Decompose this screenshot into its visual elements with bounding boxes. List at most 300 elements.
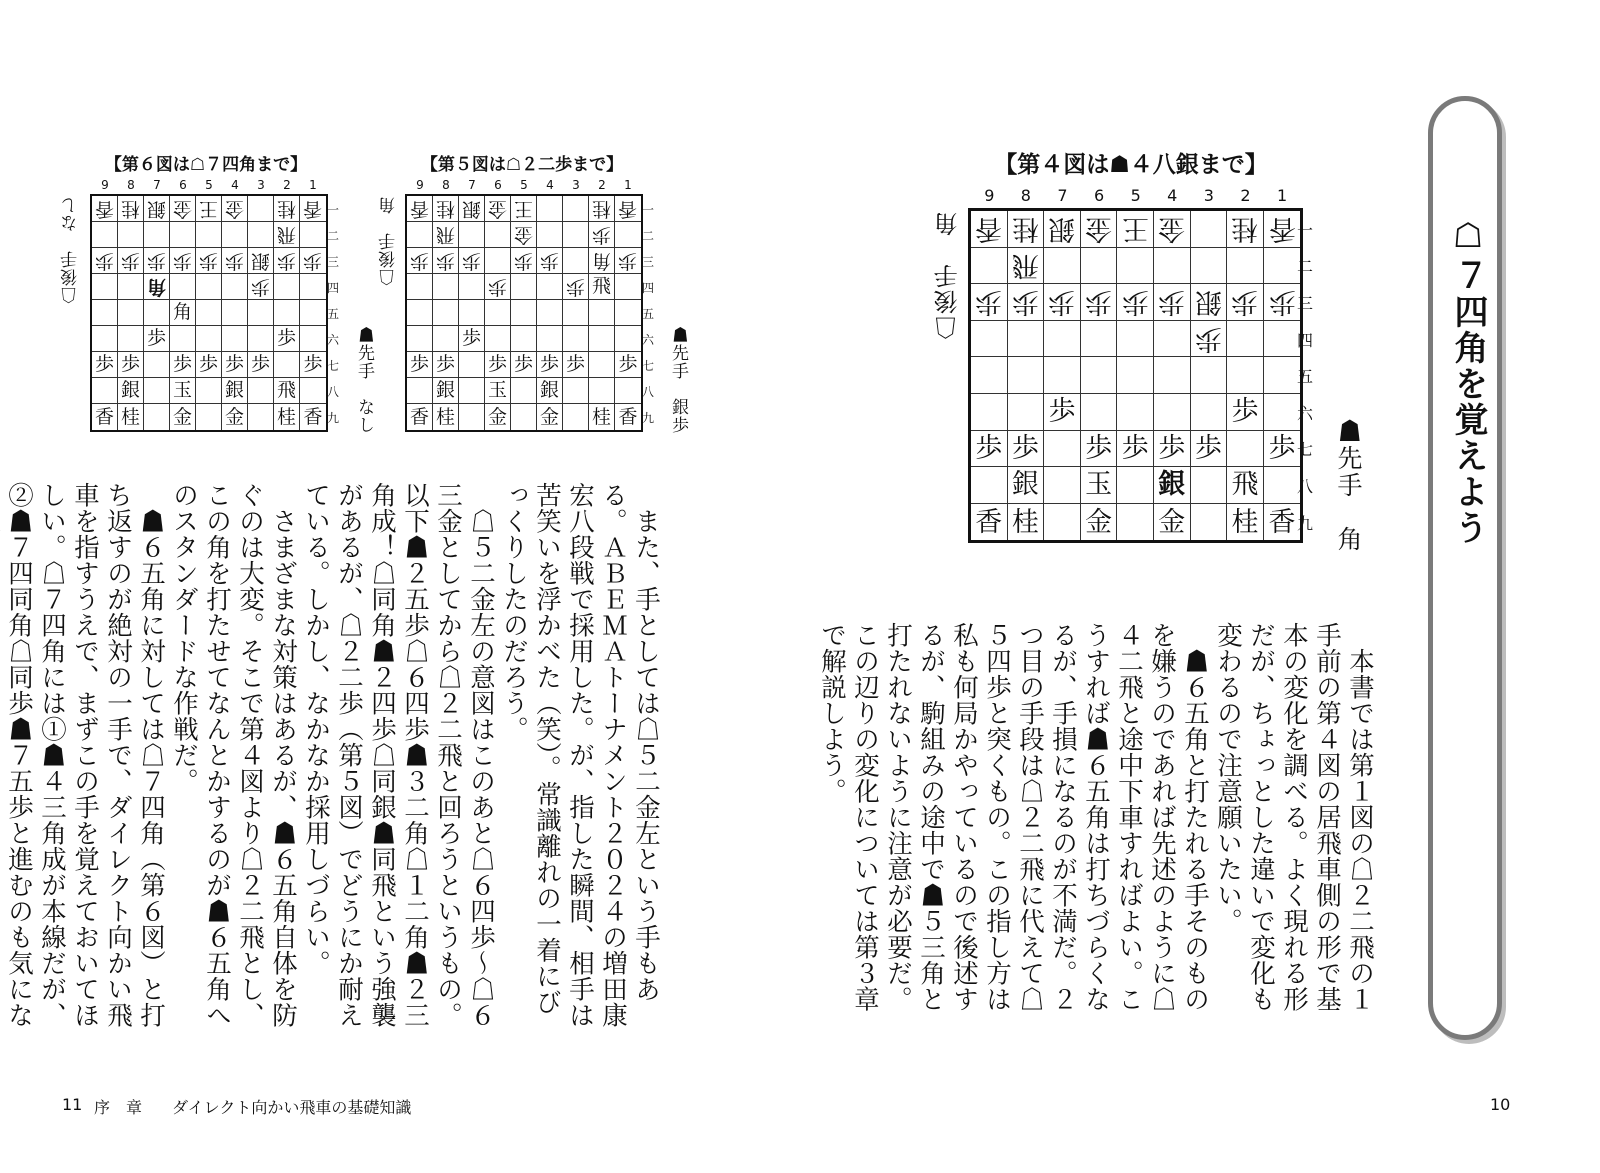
board-cell — [248, 378, 274, 404]
gote-piece: 歩 — [120, 250, 140, 272]
left-page-body — [4, 482, 662, 1032]
row-label: 六 — [1297, 403, 1314, 423]
board-cell — [300, 352, 326, 378]
gote-piece: 歩 — [1194, 323, 1222, 355]
row-label: 八 — [642, 384, 655, 399]
board-cell — [274, 196, 300, 222]
figure-4-sente-hand: ☗先手 角 — [1334, 418, 1363, 553]
board-cell — [222, 326, 248, 352]
row-label: 九 — [327, 410, 340, 425]
board-cell — [615, 196, 641, 222]
gote-piece: 香 — [94, 198, 114, 220]
board-cell — [196, 300, 222, 326]
board-cell — [459, 404, 485, 430]
board-cell — [1044, 248, 1081, 285]
column-label: 4 — [231, 178, 239, 192]
sente-piece: 玉 — [487, 379, 507, 401]
board-cell — [511, 274, 537, 300]
board-cell — [1264, 357, 1301, 394]
sente-piece: 歩 — [409, 353, 429, 375]
board-cell — [433, 404, 459, 430]
gote-piece: 歩 — [975, 286, 1003, 318]
board-cell — [1191, 211, 1228, 248]
board-cell — [1117, 504, 1154, 541]
gote-piece: 金 — [487, 198, 507, 220]
row-label: 三 — [642, 254, 655, 269]
board-cell — [118, 274, 144, 300]
board-cell — [248, 300, 274, 326]
board-cell — [118, 196, 144, 222]
board-cell — [118, 248, 144, 274]
board-cell — [1191, 504, 1228, 541]
sente-piece: 歩 — [513, 353, 533, 375]
board-cell — [1227, 357, 1264, 394]
sente-piece: 歩 — [1121, 432, 1149, 464]
board-cell — [170, 300, 196, 326]
sente-piece: 歩 — [461, 327, 481, 349]
sente-piece: 歩 — [539, 353, 559, 375]
row-label: 四 — [1297, 330, 1314, 350]
board-cell — [433, 326, 459, 352]
board-cell — [170, 274, 196, 300]
board-cell — [433, 248, 459, 274]
sente-piece: 歩 — [172, 353, 192, 375]
board-cell — [92, 326, 118, 352]
gote-piece: 歩 — [1048, 286, 1076, 318]
board-cell — [222, 378, 248, 404]
board-cell — [1191, 248, 1228, 285]
chapter-name: ダイレクト向かい飛車の基礎知識 — [172, 1098, 412, 1117]
column-label: 3 — [257, 178, 265, 192]
sente-piece: 香 — [94, 405, 114, 428]
board-cell — [971, 284, 1008, 321]
board-cell — [615, 378, 641, 404]
board-cell — [1081, 394, 1118, 431]
board-cell — [971, 431, 1008, 468]
row-label: 四 — [642, 280, 655, 295]
board-cell — [144, 274, 170, 300]
sente-piece: 香 — [1268, 506, 1296, 538]
board-cell — [1191, 321, 1228, 358]
board-cell — [170, 326, 196, 352]
board-cell — [144, 300, 170, 326]
board-cell — [1154, 467, 1191, 504]
figure-4-gote-hand: ☖後手 角 — [934, 210, 962, 340]
gote-piece: 香 — [1268, 213, 1296, 245]
board-cell — [170, 352, 196, 378]
column-label: 4 — [1167, 186, 1178, 205]
gote-piece: 歩 — [198, 250, 218, 272]
board-cell — [144, 378, 170, 404]
sente-piece: 歩 — [1268, 432, 1296, 464]
board-cell — [1154, 431, 1191, 468]
board-cell — [144, 404, 170, 430]
sente-piece: 桂 — [1231, 506, 1259, 538]
sente-piece: 玉 — [1085, 469, 1113, 501]
board-cell — [971, 357, 1008, 394]
board-cell — [222, 300, 248, 326]
sente-piece: 香 — [303, 405, 323, 428]
board-cell — [1081, 248, 1118, 285]
gote-piece: 歩 — [94, 250, 114, 272]
board-cell — [274, 378, 300, 404]
board-cell — [485, 326, 511, 352]
sente-piece: 金 — [1158, 506, 1186, 538]
board-cell — [274, 326, 300, 352]
gote-piece: 銀 — [1194, 286, 1222, 318]
column-label: 6 — [179, 178, 187, 192]
sente-piece: 角 — [172, 301, 192, 323]
board-cell — [1227, 431, 1264, 468]
board-cell — [1191, 357, 1228, 394]
board-cell — [1081, 504, 1118, 541]
gote-piece: 金 — [1158, 213, 1186, 245]
gote-piece: 歩 — [224, 250, 244, 272]
board-cell — [589, 352, 615, 378]
board-cell — [537, 404, 563, 430]
sente-piece: 桂 — [1011, 506, 1039, 538]
row-label: 九 — [642, 410, 655, 425]
board-cell — [274, 222, 300, 248]
figure-6-row-labels — [327, 194, 339, 430]
board-cell — [248, 248, 274, 274]
column-label: 8 — [127, 178, 135, 192]
board-cell — [118, 326, 144, 352]
board-cell — [433, 274, 459, 300]
gote-piece: 金 — [224, 198, 244, 220]
figure-4-title: 【第４図は☗４八銀まで】 — [994, 152, 1268, 178]
board-cell — [1154, 284, 1191, 321]
column-label: 6 — [494, 178, 502, 192]
row-label: 三 — [327, 254, 340, 269]
column-label: 5 — [520, 178, 528, 192]
left-paragraph-1: また、手としては☖５二金左という手もある。ＡＢＥＭＡトーナメント２０２４の増田康宏八段戦で採用した。が、指した瞬間、相手は苦笑いを浮かべた（笑）。常識離れの一着にびっくりしたのだろう。 — [499, 482, 661, 1028]
sente-piece: 金 — [1085, 506, 1113, 538]
row-label: 九 — [1297, 513, 1314, 533]
board-cell — [196, 352, 222, 378]
sente-piece: 歩 — [1011, 432, 1039, 464]
gote-piece: 歩 — [539, 250, 559, 272]
board-cell — [118, 300, 144, 326]
board-cell — [433, 222, 459, 248]
board-cell — [459, 300, 485, 326]
board-cell — [537, 274, 563, 300]
sente-piece: 銀 — [224, 379, 244, 401]
board-cell — [118, 352, 144, 378]
chapter-title: ☖７四角を覚えよう — [1448, 216, 1488, 546]
board-cell — [92, 248, 118, 274]
row-label: 五 — [642, 306, 655, 321]
board-cell — [222, 222, 248, 248]
column-label: 5 — [1130, 186, 1141, 205]
board-cell — [433, 196, 459, 222]
left-page-number: 11 — [62, 1095, 83, 1114]
board-cell — [537, 196, 563, 222]
gote-piece: 銀 — [1048, 213, 1076, 245]
board-cell — [1044, 211, 1081, 248]
board-cell — [1264, 321, 1301, 358]
sente-piece: 歩 — [1085, 432, 1113, 464]
board-cell — [971, 248, 1008, 285]
board-cell — [459, 196, 485, 222]
board-cell — [248, 222, 274, 248]
board-cell — [1154, 248, 1191, 285]
gote-piece: 歩 — [1158, 286, 1186, 318]
board-cell — [589, 248, 615, 274]
row-label: 五 — [1297, 367, 1314, 387]
board-cell — [511, 300, 537, 326]
board-cell — [459, 352, 485, 378]
board-cell — [563, 378, 589, 404]
board-cell — [170, 196, 196, 222]
gote-piece: 歩 — [618, 250, 638, 272]
board-cell — [537, 352, 563, 378]
board-cell — [92, 352, 118, 378]
board-cell — [274, 404, 300, 430]
row-label: 二 — [327, 228, 340, 243]
board-cell — [407, 404, 433, 430]
board-cell — [511, 404, 537, 430]
board-cell — [274, 352, 300, 378]
board-cell — [222, 248, 248, 274]
sente-piece: 金 — [539, 405, 559, 428]
board-cell — [1227, 321, 1264, 358]
board-cell — [1117, 248, 1154, 285]
board-cell — [1044, 284, 1081, 321]
board-cell — [511, 326, 537, 352]
gote-piece: 銀 — [250, 250, 270, 272]
right-paragraph-2: ☗６五角と打たれる手そのものを嫌うのであれば先述のように☖４二飛と途中下車すればよい。こうすれば☗６五角は打ちづらくなるが、手損になるのが不満だ。２つ目の手段は☖２二飛に代えて☖５四歩と突くもの。この指し方は私も何局かやっているので後述するが、駒組みの途中で☗５三角と打たれないように注意が必要だ。この辺りの変化については第３章で解説しよう。 — [817, 622, 1210, 1012]
figure-5-row-labels — [642, 194, 654, 430]
row-label: 八 — [327, 384, 340, 399]
column-label: 2 — [598, 178, 606, 192]
board-cell — [485, 222, 511, 248]
gote-piece: 歩 — [146, 250, 166, 272]
figure-5-column-labels — [405, 178, 641, 192]
board-cell — [615, 352, 641, 378]
left-paragraph-2: ☖５二金左の意図はこのあと☖６四歩～☖６三金としてから☖２二飛と回ろうというもの。以下☗２五歩☖６四歩☗３二角☖１二角☗２三角成！☖同角☗２四歩☖同銀☗同飛という強襲があるが、☖２二歩（第５図）でどうにか耐えている。しかし、なかなか採用しづらい。 — [301, 482, 496, 1028]
right-paragraph-1: 本書では第１図の☖２二飛の１手前の第４図の居飛車側の形で基本の変化を調べる。よく現れる形だが、ちょっとした違いで変化も変わるので注意願いたい。 — [1213, 622, 1375, 1012]
column-label: 9 — [101, 178, 109, 192]
sente-piece: 金 — [487, 405, 507, 428]
board-cell — [1117, 211, 1154, 248]
column-label: 3 — [572, 178, 580, 192]
figure-6-board — [90, 194, 328, 432]
board-cell — [248, 326, 274, 352]
board-cell — [300, 274, 326, 300]
board-cell — [1264, 211, 1301, 248]
gote-piece: 金 — [172, 198, 192, 220]
sente-piece: 香 — [975, 506, 1003, 538]
gote-piece: 桂 — [435, 198, 455, 220]
board-cell — [433, 378, 459, 404]
row-label: 二 — [642, 228, 655, 243]
board-cell — [1008, 467, 1045, 504]
board-cell — [615, 222, 641, 248]
board-cell — [1117, 357, 1154, 394]
board-cell — [300, 404, 326, 430]
board-cell — [118, 222, 144, 248]
gote-piece: 角 — [146, 276, 166, 298]
left-paragraph-3: さまざまな対策はあるが、☗６五角自体を防ぐのは大変。そこで第４図より☖２二飛とし、この角を打たせてなんとかするのが☗６五角へのスタンダードな作戦だ。 — [169, 482, 298, 1028]
board-cell — [1008, 357, 1045, 394]
board-cell — [1081, 284, 1118, 321]
board-cell — [1191, 284, 1228, 321]
gote-piece: 桂 — [1231, 213, 1259, 245]
gote-piece: 香 — [409, 198, 429, 220]
sente-piece: 歩 — [1231, 396, 1259, 428]
gote-piece: 歩 — [1011, 286, 1039, 318]
board-cell — [1044, 321, 1081, 358]
sente-piece: 銀 — [1158, 469, 1186, 501]
column-label: 4 — [546, 178, 554, 192]
board-cell — [407, 222, 433, 248]
row-label: 八 — [1297, 476, 1314, 496]
gote-piece: 歩 — [1231, 286, 1259, 318]
board-cell — [563, 248, 589, 274]
board-cell — [1154, 211, 1191, 248]
sente-piece: 歩 — [435, 353, 455, 375]
gote-piece: 香 — [618, 198, 638, 220]
board-cell — [1008, 248, 1045, 285]
board-cell — [485, 404, 511, 430]
board-cell — [222, 352, 248, 378]
gote-piece: 歩 — [409, 250, 429, 272]
gote-piece: 歩 — [1085, 286, 1113, 318]
gote-piece: 飛 — [1011, 249, 1039, 281]
board-cell — [563, 300, 589, 326]
sente-piece: 銀 — [120, 379, 140, 401]
sente-piece: 銀 — [1011, 469, 1039, 501]
board-cell — [1264, 431, 1301, 468]
board-cell — [196, 248, 222, 274]
sente-piece: 飛 — [591, 275, 611, 297]
board-cell — [92, 222, 118, 248]
board-cell — [971, 321, 1008, 358]
board-cell — [1081, 321, 1118, 358]
board-cell — [615, 248, 641, 274]
row-label: 七 — [1297, 440, 1314, 460]
board-cell — [92, 274, 118, 300]
gote-piece: 歩 — [1121, 286, 1149, 318]
sente-piece: 飛 — [276, 379, 296, 401]
board-cell — [300, 300, 326, 326]
gote-piece: 歩 — [250, 276, 270, 298]
gote-piece: 歩 — [487, 276, 507, 298]
figure-5-sente-hand: ☗先手 銀歩 — [668, 326, 688, 434]
sente-piece: 歩 — [1194, 432, 1222, 464]
column-label: 9 — [416, 178, 424, 192]
board-cell — [196, 222, 222, 248]
board-cell — [196, 378, 222, 404]
board-cell — [1008, 394, 1045, 431]
board-cell — [511, 248, 537, 274]
board-cell — [1264, 504, 1301, 541]
board-cell — [1227, 504, 1264, 541]
board-cell — [537, 222, 563, 248]
board-cell — [1264, 394, 1301, 431]
gote-piece: 桂 — [276, 198, 296, 220]
board-cell — [407, 378, 433, 404]
board-cell — [537, 300, 563, 326]
column-label: 2 — [1240, 186, 1251, 205]
figure-6-title: 【第６図は☖７四角まで】 — [104, 155, 308, 175]
board-cell — [589, 274, 615, 300]
sente-piece: 香 — [409, 405, 429, 428]
figure-6-sente-hand: ☗先手 なし — [354, 326, 374, 434]
board-cell — [563, 196, 589, 222]
board-cell — [1008, 431, 1045, 468]
sente-piece: 歩 — [224, 353, 244, 375]
board-cell — [589, 404, 615, 430]
sente-piece: 歩 — [1048, 396, 1076, 428]
board-cell — [1227, 467, 1264, 504]
gote-piece: 歩 — [276, 250, 296, 272]
board-cell — [971, 211, 1008, 248]
gote-piece: 歩 — [461, 250, 481, 272]
board-cell — [615, 326, 641, 352]
board-cell — [589, 196, 615, 222]
board-cell — [170, 378, 196, 404]
sente-piece: 歩 — [1158, 432, 1186, 464]
board-cell — [1264, 284, 1301, 321]
column-label: 8 — [442, 178, 450, 192]
chapter-label: 序 章 — [94, 1098, 143, 1117]
gote-piece: 王 — [1121, 213, 1149, 245]
board-cell — [300, 248, 326, 274]
figure-5-board — [405, 194, 643, 432]
board-cell — [485, 196, 511, 222]
board-cell — [248, 196, 274, 222]
board-cell — [1008, 321, 1045, 358]
gote-piece: 歩 — [591, 224, 611, 246]
board-cell — [589, 326, 615, 352]
board-cell — [537, 378, 563, 404]
gote-piece: 桂 — [591, 198, 611, 220]
board-cell — [1044, 431, 1081, 468]
board-cell — [1227, 211, 1264, 248]
board-cell — [274, 274, 300, 300]
board-cell — [1227, 284, 1264, 321]
row-label: 一 — [327, 202, 340, 217]
sente-piece: 金 — [172, 405, 192, 428]
board-cell — [511, 222, 537, 248]
board-cell — [222, 404, 248, 430]
column-label: 7 — [468, 178, 476, 192]
sente-piece: 歩 — [94, 353, 114, 375]
board-cell — [589, 378, 615, 404]
sente-piece: 銀 — [539, 379, 559, 401]
board-cell — [485, 300, 511, 326]
board-cell — [1117, 321, 1154, 358]
board-cell — [1044, 394, 1081, 431]
board-cell — [92, 300, 118, 326]
figure-6-column-labels — [90, 178, 326, 192]
row-label: 三 — [1297, 293, 1314, 313]
board-cell — [196, 326, 222, 352]
board-cell — [433, 300, 459, 326]
board-cell — [1081, 467, 1118, 504]
gote-piece: 銀 — [146, 198, 166, 220]
gote-piece: 歩 — [172, 250, 192, 272]
board-cell — [563, 404, 589, 430]
board-cell — [118, 378, 144, 404]
board-cell — [1264, 467, 1301, 504]
board-cell — [407, 248, 433, 274]
board-cell — [144, 326, 170, 352]
figure-5-gote-hand: ☖後手 角 — [379, 196, 399, 286]
board-cell — [170, 222, 196, 248]
